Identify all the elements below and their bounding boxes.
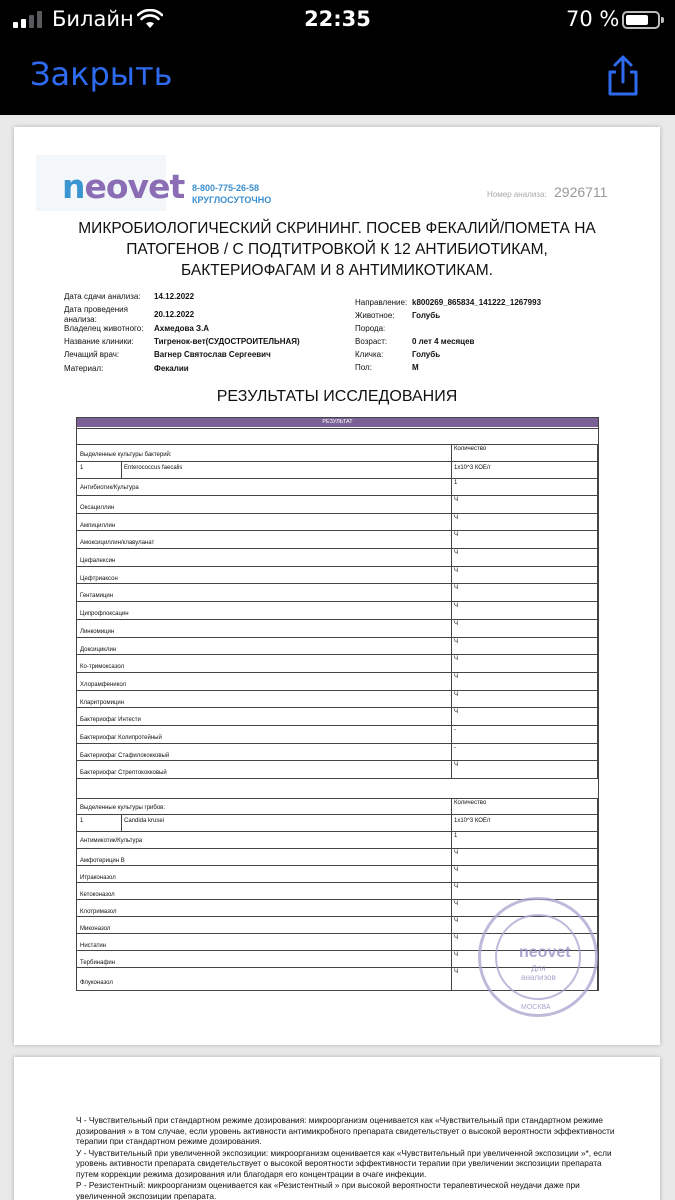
row-label: Бактериофаг Колипротейный — [80, 735, 162, 741]
legend-text — [76, 1115, 616, 1200]
row-value: Ч — [454, 674, 458, 680]
row-value: 1x10^3 КОЕ/г — [454, 818, 491, 824]
row-label: Цефтриаксон — [80, 576, 118, 582]
row-label: 1 — [80, 465, 84, 471]
meta-label: Животное: — [355, 311, 395, 320]
meta-label: Дата сдачи анализа: — [64, 292, 141, 301]
culture-name: Enterococcus faecalis — [124, 465, 183, 471]
antibiotic-row — [77, 513, 598, 531]
antibiotic-row — [77, 690, 598, 708]
fungi-header-row — [77, 798, 598, 814]
meta-label: Направление: — [355, 298, 408, 307]
meta-value: Вагнер Святослав Сергеевич — [154, 350, 271, 359]
row-label: Доксициклин — [80, 647, 117, 653]
row-value: Ч — [454, 497, 458, 503]
row-label: Кларитромицин — [80, 700, 125, 706]
clock: 22:35 — [304, 7, 371, 31]
antibiotic-row — [77, 760, 598, 778]
row-label: Оксациллин — [80, 505, 115, 511]
clinic-stamp: neovet Для анализов МОСКВА — [478, 897, 598, 1017]
meta-label: Кличка: — [355, 350, 384, 359]
bacteria-culture-row — [77, 461, 598, 478]
row-label: Амоксициллин/клавуланат — [80, 540, 155, 546]
table-divider — [121, 814, 122, 831]
row-label: Ампициллин — [80, 523, 116, 529]
analysis-number-label: Номер анализа: — [487, 190, 547, 199]
meta-value: Голубь — [412, 350, 441, 359]
antibiotic-row — [77, 707, 598, 725]
row-label: Антибиотик/Культура — [80, 485, 139, 491]
legend-resistant: Р - Резистентный: микроорганизм оценивается как «Резистентный » при высокой вероятности терапевтической неудачи даже при увеличенной экспозиции препарата. — [76, 1180, 580, 1200]
row-value: Ч — [454, 935, 458, 941]
results-table-header: РЕЗУЛЬТАТ — [77, 418, 598, 427]
pdf-page-2 — [14, 1057, 660, 1200]
row-value: Ч — [454, 901, 458, 907]
antimycotic-row — [77, 882, 598, 899]
meta-label: Возраст: — [355, 337, 388, 346]
meta-value: Тигренок-вет(СУДОСТРОИТЕЛЬНАЯ) — [154, 337, 300, 346]
document-title: temp_1671551340_29 — [180, 55, 541, 93]
row-label: 1 — [80, 818, 84, 824]
antibiotic-row — [77, 530, 598, 548]
table-divider — [451, 798, 452, 991]
row-label: Гентамицин — [80, 593, 114, 599]
row-label: Линкомицин — [80, 629, 115, 635]
row-label: Ко-тримоксазол — [80, 664, 125, 670]
meta-label: Владелец животного: — [64, 324, 144, 333]
row-value: Ч — [454, 585, 458, 591]
row-value: Ч — [454, 656, 458, 662]
antimycotic-row — [77, 848, 598, 865]
row-label: Кетоконазол — [80, 892, 115, 898]
row-value: Ч — [454, 709, 458, 715]
meta-label: Лечащий врач: — [64, 350, 120, 359]
bacteria-header-row — [77, 444, 598, 461]
row-value: Ч — [454, 850, 458, 856]
antimycotic-row — [77, 865, 598, 882]
row-label: Амфотерицин B — [80, 858, 125, 864]
row-value: - — [454, 745, 456, 751]
row-value: Ч — [454, 639, 458, 645]
row-value: 1x10^3 КОЕ/г — [454, 465, 491, 471]
row-value: Ч — [454, 918, 458, 924]
meta-value: 20.12.2022 — [154, 310, 195, 319]
battery-icon — [622, 11, 660, 29]
antibiotic-row — [77, 583, 598, 601]
row-value: Ч — [454, 762, 458, 768]
analysis-number: 2926711 — [554, 184, 608, 200]
neovet-logo: neovet — [62, 167, 185, 206]
row-label: Итраконазол — [80, 875, 116, 881]
antibiotic-row — [77, 654, 598, 672]
antibiotic-row — [77, 725, 598, 743]
fungi-culture-row — [77, 814, 598, 831]
row-value: Ч — [454, 603, 458, 609]
row-label: Ципрофлоксацин — [80, 611, 129, 617]
row-label: Бактериофаг Стрептококковый — [80, 770, 167, 776]
status-bar — [0, 0, 675, 40]
row-label: Хлорамфеникол — [80, 682, 127, 688]
carrier-name: Билайн — [52, 7, 134, 31]
row-value: Ч — [454, 884, 458, 890]
row-value: - — [454, 727, 456, 733]
meta-value: Ахмедова З.А — [154, 324, 210, 333]
antibiotic-row — [77, 548, 598, 566]
row-label: Выделенные культуры грибов: — [80, 805, 166, 811]
meta-value: 0 лет 4 месяцев — [412, 337, 475, 346]
antibiotic-row — [77, 495, 598, 513]
row-label: Нистатин — [80, 943, 106, 949]
legend-sensitive: Ч - Чувствительный при стандартном режиме дозирования: микроорганизм оценивается как «Чувствительный при стандартном режиме дозирования » в том случае, если уровень активности антимикробного препарата свидетельствует о высокой вероятности эффективности терапии при стандартном режиме дозирования. — [76, 1115, 615, 1146]
row-value: Количество — [454, 800, 487, 806]
row-value: Ч — [454, 621, 458, 627]
culture-name: Candida krusei — [124, 818, 165, 824]
close-button[interactable]: Закрыть — [30, 55, 173, 93]
meta-value: Фекалии — [154, 364, 189, 373]
antimycotic-header-row — [77, 831, 598, 848]
antibiotic-row — [77, 672, 598, 690]
row-value: Ч — [454, 969, 458, 975]
meta-value: 14.12.2022 — [154, 292, 195, 301]
row-value: Ч — [454, 568, 458, 574]
report-title: МИКРОБИОЛОГИЧЕСКИЙ СКРИНИНГ. ПОСЕВ ФЕКАЛИЙ/ПОМЕТА НА ПАТОГЕНОВ / С ПОДТИТРОВКОЙ К 12 АНТИБИОТИКАМ, БАКТЕРИОФАГАМ И 8 АНТИМИКОТИКАМ. — [78, 220, 596, 279]
phone-number: 8-800-775-26-58 — [192, 183, 260, 193]
row-label: Флуконазол — [80, 980, 113, 986]
row-label: Бактериофаг Интести — [80, 717, 141, 723]
antibiotic-row — [77, 637, 598, 655]
row-value: 1 — [454, 480, 458, 486]
table-divider — [451, 444, 452, 778]
meta-label: Порода: — [355, 324, 386, 333]
row-value: Ч — [454, 532, 458, 538]
meta-label: Материал: — [64, 364, 104, 373]
row-label: Тербинафин — [80, 960, 116, 966]
antibiotic-row — [77, 743, 598, 761]
share-icon[interactable] — [603, 54, 643, 103]
table-divider — [597, 444, 598, 778]
meta-label: Дата проведения анализа: — [64, 305, 128, 324]
row-label: Выделенные культуры бактерий: — [80, 452, 172, 458]
row-value: Ч — [454, 952, 458, 958]
meta-label: Пол: — [355, 363, 372, 372]
pdf-page-1 — [14, 127, 660, 1045]
phone-note: КРУГЛОСУТОЧНО — [192, 195, 272, 205]
row-label: Клотримазол — [80, 909, 117, 915]
row-value: 1 — [454, 833, 458, 839]
meta-label: Название клиники: — [64, 337, 134, 346]
viewer-navbar — [0, 40, 675, 115]
antibiotic-row — [77, 566, 598, 584]
row-value: Ч — [454, 515, 458, 521]
row-value: Количество — [454, 446, 487, 452]
results-title: РЕЗУЛЬТАТЫ ИССЛЕДОВАНИЯ — [216, 388, 458, 405]
battery-percent: 70 % — [566, 7, 620, 31]
antibiotic-row — [77, 601, 598, 619]
meta-value: Голубь — [412, 311, 441, 320]
legend-increased-exposure: У - Чувствительный при увеличенной экспозиции: микроорганизм оценивается как «Чувствительный при увеличенной экспозиции »*, если уровень активности препарата свидетельствует о высокой вероятности эффективности терапии при увеличении экспозиции препарата путем коррекции режима дозирования или благодаря его концентрации в очаге инфекции. — [76, 1147, 612, 1179]
row-label: Цефалексин — [80, 558, 116, 564]
table-spacer — [77, 428, 598, 444]
row-value: Ч — [454, 550, 458, 556]
row-value: Ч — [454, 867, 458, 873]
meta-value: k800269_865834_141222_1267993 — [412, 298, 542, 307]
row-label: Антимикотик/Культура — [80, 838, 143, 844]
antibiotic-header-row — [77, 478, 598, 495]
document-viewer[interactable] — [0, 115, 675, 1200]
table-divider — [121, 461, 122, 478]
table-spacer — [77, 778, 598, 798]
row-label: Бактериофаг Стафилококковый — [80, 753, 170, 759]
antibiotic-row — [77, 619, 598, 637]
row-label: Миконазол — [80, 926, 111, 932]
meta-value: М — [412, 363, 419, 372]
row-value: Ч — [454, 692, 458, 698]
